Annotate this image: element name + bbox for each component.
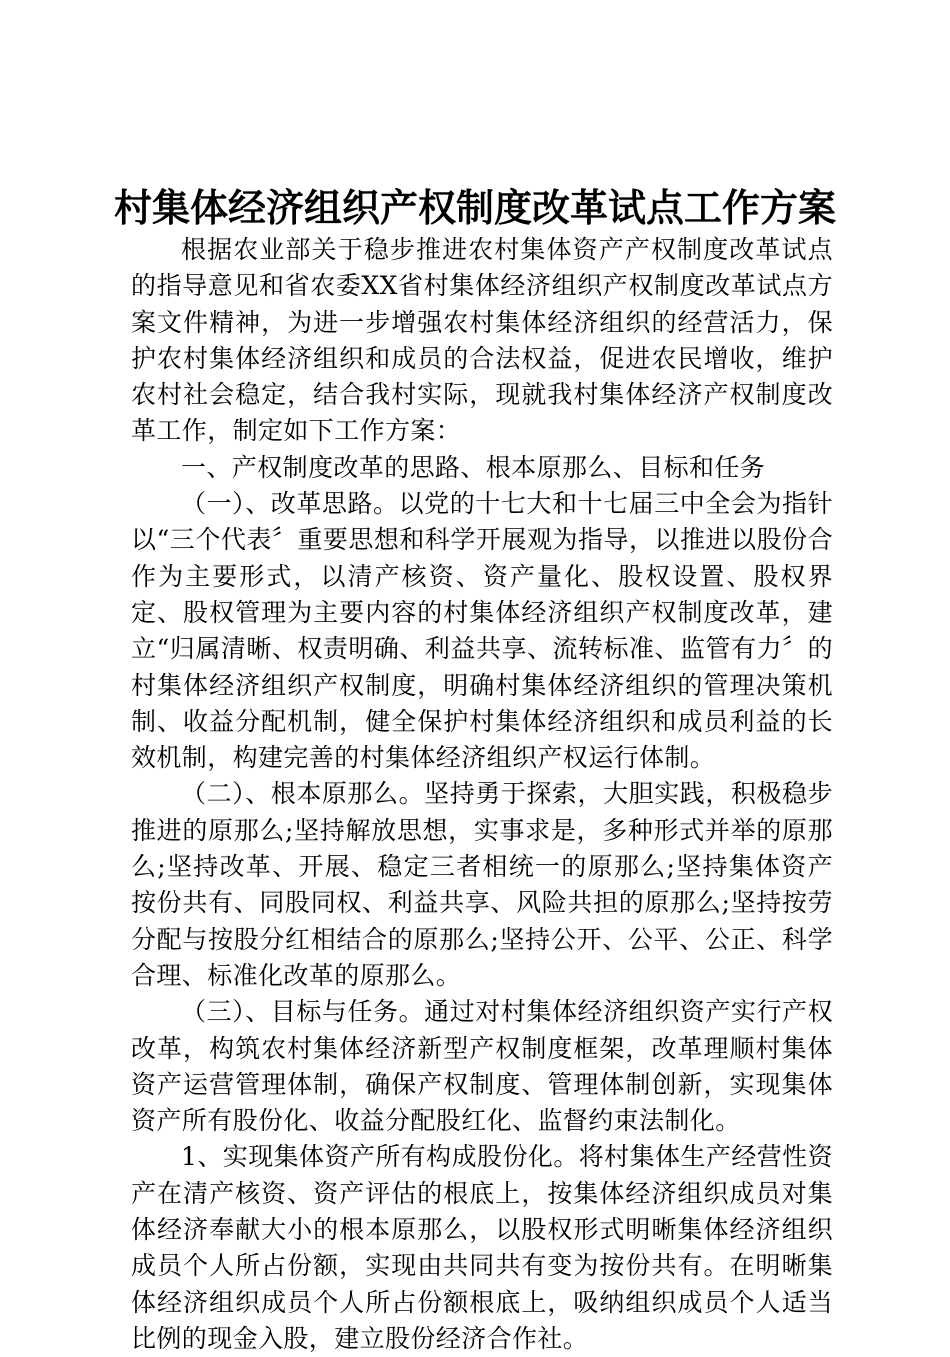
section-heading-1: 一、产权制度改革的思路、根本原那么、目标和任务 (181, 452, 766, 482)
document-body (131, 232, 833, 1357)
paragraph-item-1: 1、实现集体资产所有构成股份化。将村集体生产经营性资产在清产核资、资产评估的根底上，按集体经济组织成员对集体经济奉献大小的根本原那么，以股权形式明晰集体经济组织成员个人所占份额，实现由共同共有变为按份共有。在明晰集体经济组织成员个人所占份额根底上，吸纳组织成员个人适当比例的现金入股，建立股份经济合作社。 (131, 1142, 833, 1353)
document-title: 村集体经济组织产权制度改革试点工作方案 (113, 185, 836, 230)
paragraph-basic-principles: （二）、根本原那么。坚持勇于探索，大胆实践，积极稳步推进的原那么;坚持解放思想，实事求是，多种形式并举的原那么;坚持改革、开展、稳定三者相统一的原那么;坚持集体资产按份共有、同股同权、利益共享、风险共担的原那么;坚持按劳分配与按股分红相结合的原那么;坚持公开、公平、公正、科学合理、标准化改革的原那么。 (131, 779, 833, 990)
paragraph-intro: 根据农业部关于稳步推进农村集体资产产权制度改革试点的指导意见和省农委XX省村集体经济组织产权制度改革试点方案文件精神，为进一步增强农村集体经济组织的经营活力，保护农村集体经济组织和成员的合法权益，促进农民增收，维护农村社会稳定，结合我村实际，现就我村集体经济产权制度改革工作，制定如下工作方案： (131, 235, 833, 446)
paragraph-reform-idea: （一）、改革思路。以党的十七大和十七届三中全会为指针以“三个代表〞重要思想和科学开展观为指导，以推进以股份合作为主要形式，以清产核资、资产量化、股权设置、股权界定、股权管理为主要内容的村集体经济组织产权制度改革，建立“归属清晰、权责明确、利益共享、流转标准、监管有力〞的村集体经济组织产权制度，明确村集体经济组织的管理决策机制、收益分配机制，健全保护村集体经济组织和成员利益的长效机制，构建完善的村集体经济组织产权运行体制。 (131, 489, 833, 773)
paragraph-goals-tasks: （三）、目标与任务。通过对村集体经济组织资产实行产权改革，构筑农村集体经济新型产权制度框架，改革理顺村集体资产运营管理体制，确保产权制度、管理体制创新，实现集体资产所有股份化、收益分配股红化、监督约束法制化。 (131, 997, 833, 1136)
